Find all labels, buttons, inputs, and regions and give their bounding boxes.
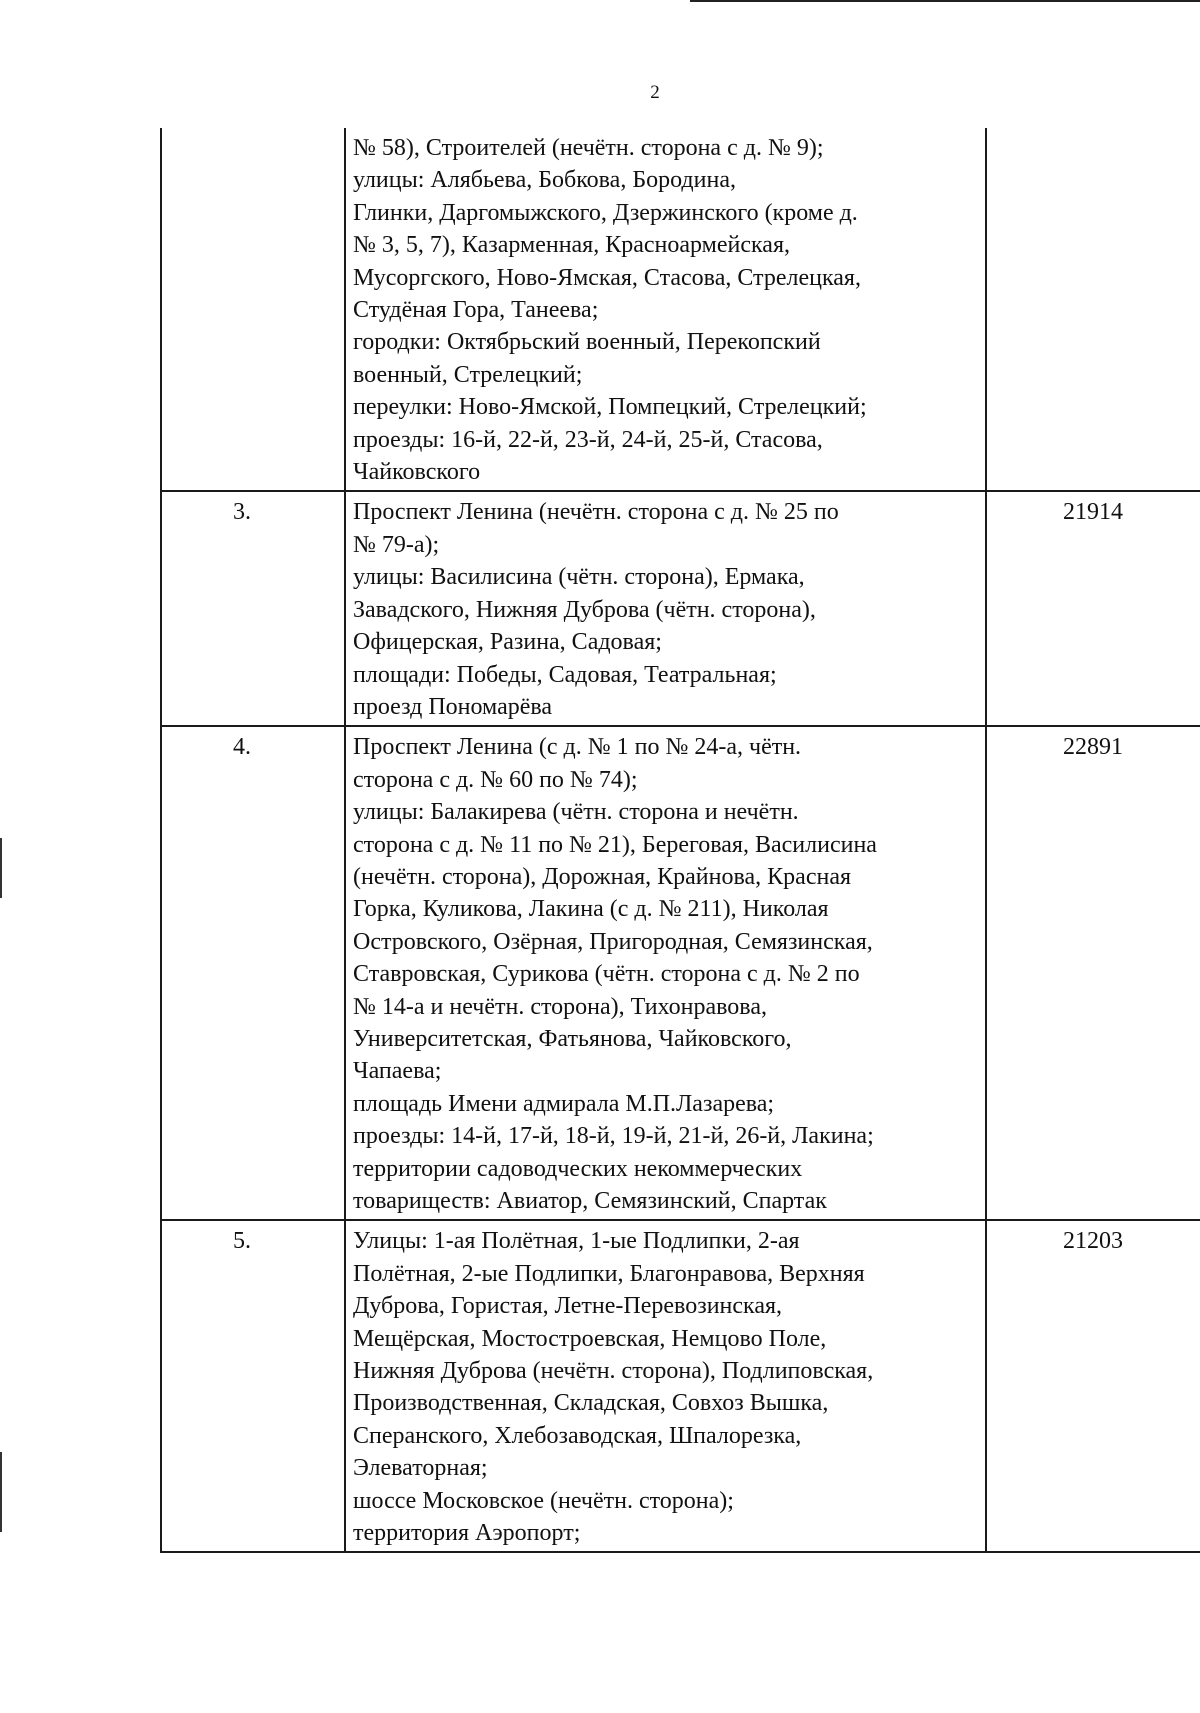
address-line: сторона с д. № 11 по № 21), Береговая, Василисина bbox=[353, 831, 877, 858]
address-line: Ставровская, Сурикова (чётн. сторона с д. № 2 по bbox=[353, 961, 860, 988]
address-line: Проспект Ленина (с д. № 1 по № 24-а, чётн. bbox=[353, 734, 802, 761]
scan-top-rule bbox=[690, 0, 1200, 2]
scan-edge-mark bbox=[0, 1452, 2, 1532]
address-line: Элеваторная; bbox=[353, 1455, 488, 1482]
address-cell bbox=[345, 491, 986, 726]
address-line: Офицерская, Разина, Садовая; bbox=[353, 629, 662, 656]
address-line: Дуброва, Гористая, Летне-Перевозинская, bbox=[353, 1293, 783, 1320]
row-number: 3. bbox=[161, 491, 345, 726]
table-row bbox=[161, 1220, 1200, 1552]
address-line: Производственная, Складская, Совхоз Вышка, bbox=[353, 1390, 829, 1417]
address-line: Мусоргского, Ново-Ямская, Стасова, Стрелецкая, bbox=[353, 264, 861, 291]
address-line: площадь Имени адмирала М.П.Лазарева; bbox=[353, 1090, 775, 1117]
address-line: Сперанского, Хлебозаводская, Шпалорезка, bbox=[353, 1422, 802, 1449]
address-cell bbox=[345, 1220, 986, 1552]
address-line: Чапаева; bbox=[353, 1058, 442, 1085]
voter-count: 21914 bbox=[986, 491, 1200, 726]
address-cell bbox=[345, 726, 986, 1220]
address-line: шоссе Московское (нечётн. сторона); bbox=[353, 1487, 734, 1514]
address-line: № 3, 5, 7), Казарменная, Красноармейская, bbox=[353, 232, 790, 259]
address-table bbox=[160, 128, 1200, 1553]
table-row bbox=[161, 491, 1200, 726]
address-line: улицы: Алябьева, Бобкова, Бородина, bbox=[353, 167, 736, 194]
address-cell bbox=[345, 128, 986, 491]
row-number: 5. bbox=[161, 1220, 345, 1552]
address-line: Глинки, Даргомыжского, Дзержинского (кроме д. bbox=[353, 199, 858, 226]
address-line: Студёная Гора, Танеева; bbox=[353, 297, 599, 324]
page-number: 2 bbox=[650, 82, 660, 103]
voter-count: 21203 bbox=[986, 1220, 1200, 1552]
address-line: проезды: 14-й, 17-й, 18-й, 19-й, 21-й, 26-й, Лакина; bbox=[353, 1123, 874, 1150]
address-line: проезды: 16-й, 22-й, 23-й, 24-й, 25-й, Стасова, bbox=[353, 426, 823, 453]
address-line: товариществ: Авиатор, Семязинский, Спартак bbox=[353, 1188, 827, 1214]
row-number bbox=[161, 128, 345, 491]
address-line: Чайковского bbox=[353, 459, 481, 486]
address-line: № 79-а); bbox=[353, 531, 440, 558]
address-line: Университетская, Фатьянова, Чайковского, bbox=[353, 1025, 792, 1052]
address-line: Мещёрская, Мостостроевская, Немцово Поле, bbox=[353, 1325, 827, 1352]
address-line: территория Аэропорт; bbox=[353, 1520, 581, 1547]
address-line: территории садоводческих некоммерческих bbox=[353, 1155, 803, 1182]
address-line: Островского, Озёрная, Пригородная, Семязинская, bbox=[353, 928, 873, 955]
address-line: сторона с д. № 60 по № 74); bbox=[353, 766, 638, 793]
table-row bbox=[161, 726, 1200, 1220]
voter-count: 22891 bbox=[986, 726, 1200, 1220]
address-line: улицы: Василисина (чётн. сторона), Ермака, bbox=[353, 564, 805, 591]
address-line: (нечётн. сторона), Дорожная, Крайнова, Красная bbox=[353, 863, 852, 890]
address-line: переулки: Ново-Ямской, Помпецкий, Стрелецкий; bbox=[353, 394, 867, 421]
address-line: Нижняя Дуброва (нечётн. сторона), Подлиповская, bbox=[353, 1358, 874, 1385]
row-number: 4. bbox=[161, 726, 345, 1220]
address-line: Полётная, 2-ые Подлипки, Благонравова, Верхняя bbox=[353, 1260, 865, 1287]
address-line: проезд Пономарёва bbox=[353, 693, 553, 720]
address-line: № 58), Строителей (нечётн. сторона с д. № 9); bbox=[353, 135, 824, 161]
address-line: № 14-а и нечётн. сторона), Тихонравова, bbox=[353, 993, 767, 1020]
scan-edge-mark bbox=[0, 838, 2, 898]
table-row bbox=[161, 128, 1200, 491]
voter-count bbox=[986, 128, 1200, 491]
address-line: военный, Стрелецкий; bbox=[353, 361, 583, 388]
address-line: площади: Победы, Садовая, Театральная; bbox=[353, 661, 777, 688]
address-line: Завадского, Нижняя Дуброва (чётн. сторона), bbox=[353, 596, 816, 623]
address-line: Улицы: 1-ая Полётная, 1-ые Подлипки, 2-ая bbox=[353, 1228, 800, 1255]
address-line: Горка, Куликова, Лакина (с д. № 211), Николая bbox=[353, 896, 829, 923]
address-line: городки: Октябрьский военный, Перекопский bbox=[353, 329, 821, 356]
address-line: Проспект Ленина (нечётн. сторона с д. № 25 по bbox=[353, 499, 839, 526]
address-line: улицы: Балакирева (чётн. сторона и нечётн. bbox=[353, 799, 799, 826]
